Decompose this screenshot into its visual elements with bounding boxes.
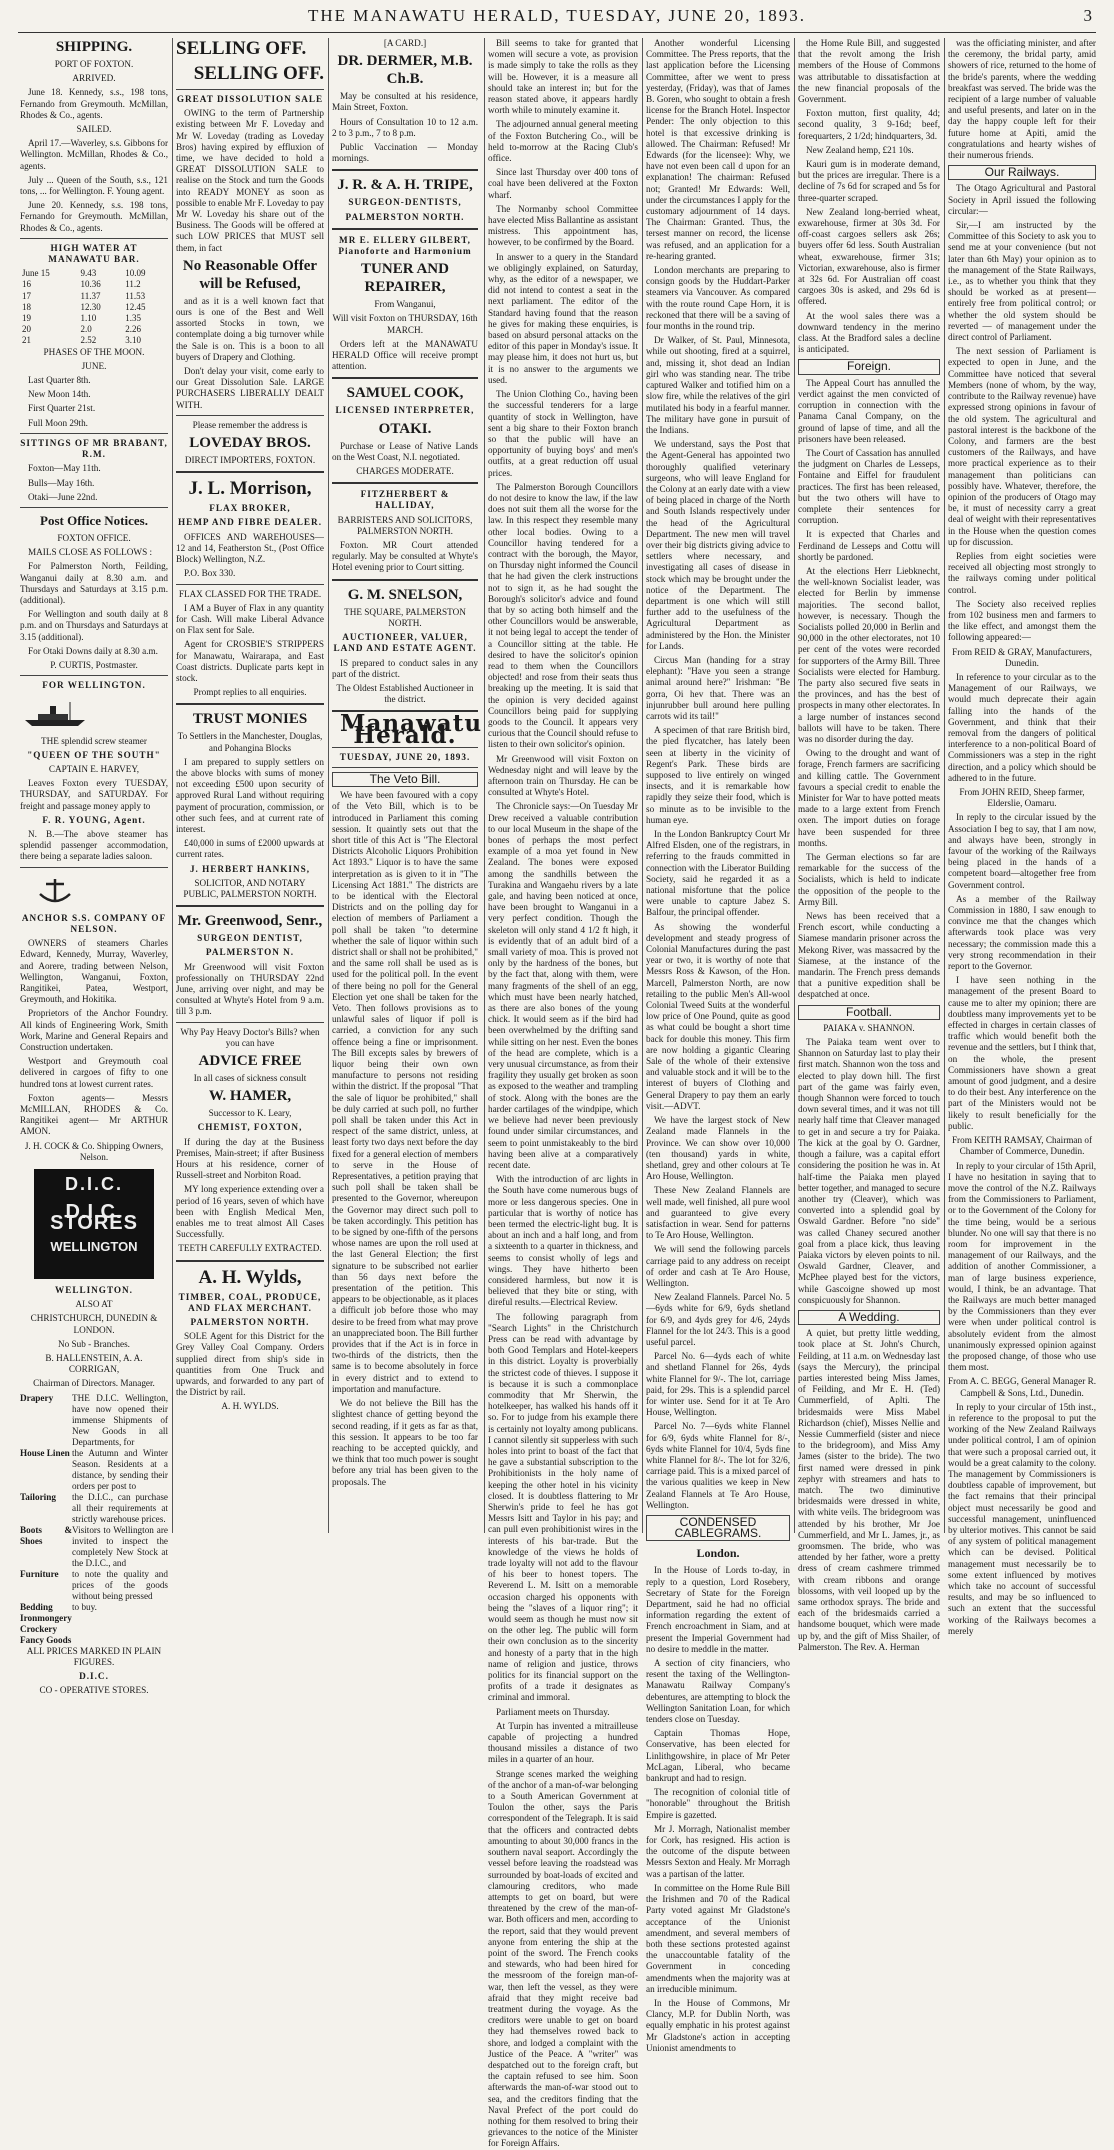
port-heading: PORT OF FOXTON.: [54, 59, 134, 69]
trust-monies-heading: TRUST MONIES: [192, 711, 308, 728]
veto-article: We do not believe the Bill has the slightest chance of getting beyond the second reading, if it gets as far as that, this session. It appears to be too far reaching to be accepted quickly, and we think that too much power is sought before any trial has been given to the proposals. The: [332, 1398, 478, 1487]
masthead-rule: [18, 32, 1096, 33]
fitzherbert-text: Foxton. MR Court attended regularly. May be consulted at Whyte's Hotel evening prior to Court sitting.: [332, 540, 478, 573]
cook-title: LICENSED INTERPRETER,: [335, 405, 475, 416]
news-paragraph: Circus Man (handing for a stray elephant): "Have you seen a strange animal around here?" Irishman: "Be gorra, Oi hev that. There was an injunrubber bull around here pulling carrots wid its tail!": [646, 654, 790, 721]
news-paragraph: The Normanby school Committee have elected Miss Ballantine as assistant mistress. This appointment has, however, to be confirmed by the Board.: [488, 203, 638, 248]
page-number: 3: [1083, 6, 1094, 25]
sale-text: OWING to the term of Partnership existing between Mr F. Loveday and Mr W. Loveday (trading as Loveday Bros) having expired by effluxion of time, we have decided to hold a GREAT DISSOLUTION SALE to realise on the Stock and turn the Goods into READY MONEY as soon as possible to enable Mr F. Loveday to pay Mr W. Loveday his share out of the Business. The Goods will be offered at such LOW PRICES that MUST sell them, in fact: [176, 108, 324, 253]
tide-row: [20, 324, 168, 335]
trust-text: I am prepared to supply settlers on the above blocks with sums of money not exceeding £500 upon security of approved Rural Land without requiring payment of procuration, commission, or other such fees, and at current rate of interest.: [176, 756, 324, 834]
market-paragraph: Kauri gum is in moderate demand, but the prices are irregular. There is a decline of 7s 6d for scraped and 5s for three-quarter scraped.: [798, 159, 940, 203]
tide-cell: 2.52: [80, 335, 97, 346]
dic-footer: ALL PRICES MARKED IN PLAIN FIGURES.: [26, 1645, 162, 1667]
dic-nosub: No Sub - Branches.: [58, 1338, 130, 1349]
foreign-paragraph: News has been received that a French escort, while conducting a Siamese mandarin prisoner across the Mekong River, was massacred by the Siamese, at the instance of the mandarin. The French press demands that a punitive expedition shall be despatched at once.: [798, 911, 940, 1000]
post-notice: For Palmerston North, Feilding, Wanganui daily at 8.30 a.m. and Thursdays and Saturdays at 3.15 p.m. (additional).: [20, 561, 168, 605]
anchor-heading: ANCHOR S.S. COMPANY OF NELSON.: [21, 912, 167, 934]
herald-nameplate: Manawatu Herald.: [340, 710, 483, 749]
dermer-text: Public Vaccination — Monday mornings.: [332, 142, 478, 164]
dic-department-name: Ironmongery: [20, 1612, 72, 1623]
news-paragraph: These New Zealand Flannels are well made, well finished, all pure wool and guaranteed to give every satisfaction in wear. Send for patterns to Te Aro House, Wellington.: [646, 1185, 790, 1241]
selling-off-heading: SELLING OFF.: [193, 63, 324, 84]
gilbert-from: From Wanganui,: [374, 299, 436, 310]
railways-source: From KEITH RAMSAY, Chairman of Chamber of Commerce, Dunedin.: [951, 1135, 1093, 1157]
news-paragraph: As showing the wonderful development and steady progress of Colonial Manufactures during the past year or two, it is worthy of note that Messrs Ross & Kawson, of the Hon. Marcell, Palmerston North, are now retailing to the public Men's All-wool Colonial Tweed Suits at the wonderful low price of One Pound, quite as good as what could be bought a short time back for double this money. This firm are now holding a gigantic Clearing Sale of the whole of their extensive and valuable stock and it will be to the interest of buyers of Clothing and General Drapery to pay them an early visit.—ADVT.: [646, 921, 790, 1111]
moon-month: JUNE.: [81, 360, 107, 371]
fitzherbert-name: FITZHERBERT & HALLIDAY,: [360, 489, 450, 511]
loveday-name: LOVEDAY BROS.: [189, 435, 311, 452]
captain: CAPTAIN E. HARVEY,: [48, 763, 140, 774]
sailing-notice: July ... Queen of the South, s.s., 121 tons, ... for Wellington. F. Young agent.: [20, 174, 168, 197]
sale-text: Don't delay your visit, come early to our Great Dissolution Sale. LARGE PURCHASERS LIBERALLY DEALT WITH.: [176, 366, 324, 410]
cable-paragraph: A section of city financiers, who resent the taxing of the Wellington-Manawatu Railway Company's debentures, are attempting to block the Wellington Sanitation Loan, for which tenders close on Tuesday.: [646, 1658, 790, 1725]
wedding-report: A quiet, but pretty little wedding, took place at St. John's Church, Feilding, at 11 a.m. on Wednesday last (says the Mercury), the principal parties interested being Miss James, of Feilding, and Mr E. H. (Ted) Cummerfield, of Aplti. The bridesmaids were Miss Mabel Richardson (chief), Misses Nellie and Nessie Cummerfield (sister and niece to the bridegroom), and Miss Amy James (sister to the bride). The two first named were dressed in pink zephyr with streamers and hats to match. The two diminutive bridesmaids were dressed in white, with white veils. The bridegroom was attended by his brother, Mr Joe Cummerfield, and Mr L. James, jr., as groomsmen. The bride, who was attended by her father, wore a pretty dress of cream cashmere trimmed with cream ribbons and orange blossoms, with veil looped up by the same orthodox sprays. The bride and each of the bridesmaids carried a handsome bouquet, which were made up by, and the gift of Miss Shailer, of Palmerston. The Rev. A. Herman: [798, 1328, 940, 1652]
dic-department-row: [20, 1635, 168, 1646]
news-paragraph: We understand, says the Post that the Agent-General has appointed two thoroughly qualified veterinary surgeons, who will leave England for the Colony at an early date with a view of being placed in charge of the North and South Islands respectively under the head of the Agricultural Department. The new men will travel over their big districts giving advice to settlers where necessary, and investigating all cases of disease in stock which may be brought under the notice of the Department. The department is one which will still further add to the usefulness of the Agricultural Department as administered by the Hon. the Minister for Lands.: [646, 439, 790, 651]
tripe-name: J. R. & A. H. TRIPE,: [337, 177, 473, 194]
dic-department-name: House Linen: [20, 1447, 70, 1458]
gilbert-text: Orders left at the MANAWATU HERALD Office will receive prompt attention.: [332, 338, 478, 372]
railways-source: From REID & GRAY, Manufacturers, Dunedin.: [952, 646, 1092, 668]
wylds-title: TIMBER, COAL, PRODUCE, AND FLAX MERCHANT.: [178, 1291, 322, 1313]
dic-logo-text: D.I.C.: [64, 1174, 123, 1195]
column-rule: [794, 38, 795, 1533]
remember-text: Please remember the address is: [192, 419, 308, 430]
dic-footer: D.I.C.: [79, 1671, 109, 1682]
railways-paragraph: The next session of Parliament is expected to open in June, and the Committee have noticed that several Members (none of whom, by the way, contribute to the Railway revenue) have expressed strong opinions in favour of the old system. The agricultural and pastoral interest is the backbone of the Colony, and farmers are the best customers of the Railways, and have more practical experience as to their management than politicians can possibly have. Whatever, therefore, the opinion of the producers of Otago may be, it must of necessity carry a great deal of weight with their representatives in the House when the question comes up for discussion.: [948, 346, 1096, 547]
hamer-text: If during the day at the Business Premises, Main-street; if after Business Hours at his residence, corner of Russell-street and Norbiton Road.: [176, 1136, 324, 1181]
cablegrams-place: London.: [696, 1546, 740, 1561]
news-paragraph: At Turpin has invented a mitrailleuse capable of projecting a hundred thousand missiles a distance of two miles in a quarter of an hour.: [488, 1720, 638, 1765]
moon-phase: New Moon 14th.: [28, 389, 91, 400]
sittings-heading: SITTINGS OF MR BRABANT, R.M.: [20, 437, 168, 460]
dic-department-text: the D.I.C., can purchase all their requirements at strictly warehouse prices.: [72, 1491, 168, 1524]
tide-cell: 12.45: [125, 301, 146, 312]
tide-heading: HIGH WATER AT MANAWATU BAR.: [48, 242, 140, 265]
market-paragraph: Foxton mutton, first quality, 4d; second quality, 3 9-16d; beef, forequarters, 2 1/2d; hindquarters, 3d.: [798, 108, 940, 141]
cablegrams-heading: CONDENSED CABLEGRAMS.: [646, 1515, 790, 1541]
flax-text: Agent for CROSBIE'S STRIPPERS for Manawatu, Wairarapa, and East Coast districts. Duplicate parts kept in stock.: [176, 639, 324, 683]
gilbert-title: TUNER AND REPAIRER,: [361, 261, 449, 296]
selling-off-heading: SELLING OFF.: [176, 38, 307, 59]
news-paragraph: Since last Thursday over 400 tons of coal have been delivered at the Foxton wharf.: [488, 167, 638, 200]
wellington-text: N. B.—The above steamer has splendid passenger accommodation, there being a separate ladies saloon.: [20, 828, 168, 862]
railways-paragraph: In reply to your circular of 15th inst., in reference to the proposal to put the working of the New Zealand Railways under political control, I am of opinion that were such a proposal carried out, it would be a great calamity to the colony. The management by Commissioners is doubtless capable of improvement, but the fact remains that their principal object must necessarily be good and successful management, uninfluenced by ulterior motives. This cannot be said of any system of political management which can be devised. Political management must necessarily be to some extent influenced by motives which take no account of successful results, and may be so influenced to such an extent that the successful working of the Railways becomes a merely: [948, 1401, 1096, 1636]
issue-date: TUESDAY, JUNE 20, 1893.: [339, 751, 471, 762]
foreign-paragraph: At the elections Herr Liebknecht, the well-known Socialist leader, was elected for Berlin by immense majorities. The second ballot, however, is necessary. Though the Socialists polled 20,000 in Berlin and 90,000 in the other electorates, not 10 per cent of the votes were recorded for supporters of the Army Bill. Three Socialists were elected for Hamburg. The party also secured five seats in the provinces, and has the best of prospects in many other electorates. In a large number of instances second ballots will have to be taken. There was no disorder during the day.: [798, 565, 940, 744]
veto-article: We have been favoured with a copy of the Veto Bill, which is to be introduced in Parliament this coming session. It quaintly sets out that the short title of this Act is "The Electoral Districts Alcoholic Liquors Prohibition Act 1893." Liquor is to have the same interpretation as is given to it in "The Licensing Act 1881." The districts are to be identical with the Electoral Districts and on the polling day for election of members of Parliament a poll shall be taken "to determine whether the sale of liquor within such district shall or shall not be prohibited," and the same roll shall be used as is used for the political poll. In the event of there being no poll for the General Election yet one shall be taken for the Veto. Then follows provisions as to unlawful sales of liquor if poll is carried, a conviction for any such offence being a fine or imprisonment. The Bill excepts sales by brewers of liquor being their own own manufacture to persons not residing within the district. If the proposal "That the sale of liquor be prohibited," shall be duly carried at such poll, no further poll shall be taken under this Act in respect of the same district, unless, at least forty two days next before the day fixed for a general election of members to serve in the House of Representatives, a petition praying that such poll shall be taken shall be presented to the Governor, whereupon the Governor may direct such poll to be taken accordingly. This petition has to be signed by one-fifth of the persons whose names are upon the roll used at the last General Election; the first signature to be subscribed not earlier than 56 days next before the presentation of the petition. This appears to be objectionable, as it places a difficult job before those who may desire to be freed from what may prove an unappreciated boon. The Bill further provides that if the Act is in force in two-thirds of the districts, then the same is to become absolutely in force in every district and to extend to importation and manufacture.: [332, 790, 478, 1394]
wellington-heading: FOR WELLINGTON.: [42, 680, 146, 691]
foreign-paragraph: It is expected that Charles and Ferdinand de Lesseps and Cottu will shortly be pardoned.: [798, 529, 940, 562]
foreign-paragraph: The Court of Cassation has annulled the judgment on Charles de Lesseps, Fontaine and Eiffel for fraudulent practices. The first has been released, but the two others will have to complete their sentences for corruption.: [798, 447, 940, 526]
news-paragraph: Parliament meets on Thursday.: [496, 1706, 610, 1717]
masthead-title: THE MANAWATU HERALD, TUESDAY, JUNE 20, 1893.: [307, 6, 807, 25]
wylds-signature: A. H. WYLDS.: [221, 1401, 279, 1412]
teeth-text: TEETH CAREFULLY EXTRACTED.: [178, 1243, 322, 1254]
dic-department-text: to buy.: [72, 1601, 97, 1612]
postmaster: P. CURTIS, Postmaster.: [50, 659, 138, 670]
morrison-name: J. L. Morrison,: [188, 478, 312, 500]
greenwood-name: Mr. Greenwood, Senr.,: [177, 913, 323, 930]
cable-paragraph: In the House of Commons, Mr Clancy, M.P. for Dublin North, was equally emphatic in his protest against Mr Gladstone's action in accepting Unionist amendments to: [646, 1997, 790, 2053]
railways-paragraph: In reply to your circular of 15th April, I have no hesitation in saying that to move the control of the N.Z. Railways from the Commissioners to Parliament, or to the Government of the Colony for the time being, would be a serious blunder. No one will say that there is no room for improvement in the management of our Railways, and the addition of another Commissioner, a man of large business experience, would, I think, be an advantage. That the Railways are much better managed by the Commissioners than they ever were when under political control is absolutely evident from the almost unanimously expressed opinion against the proposed change, of those who use them most.: [948, 1160, 1096, 1373]
arrival-notice: June 18. Kennedy, s.s., 198 tons, Fernando from Greymouth. McMillan, Rhodes & Co., agents.: [20, 87, 168, 120]
tide-cell: 20: [22, 324, 31, 335]
railways-heading: Our Railways.: [948, 165, 1096, 180]
shipping-heading: SHIPPING.: [55, 39, 133, 55]
news-paragraph: The adjourned annual general meeting of the Foxton Butchering Co., will be held to-morrow at the Racing Club's office.: [488, 119, 638, 164]
trust-text: £40,000 in sums of £2000 upwards at current rates.: [176, 838, 324, 860]
dic-department-name: Furniture: [20, 1568, 59, 1579]
dic-department-name: Boots & Shoes: [20, 1524, 72, 1546]
column-1: [20, 38, 168, 1696]
cable-paragraph: Mr J. Morragh, Nationalist member for Cork, has resigned. His action is the outcome of the dispute between Messrs Sexton and Healy. Mr Morragh was a partisan of the latter.: [646, 1823, 790, 1879]
tide-cell: 16: [22, 279, 31, 290]
sitting-item: Foxton—May 11th.: [28, 463, 101, 474]
news-paragraph: In answer to a query in the Standard we obligingly explained, on Saturday, why, as the editor of a newspaper, we did not intend to contest a seat in the next parliament. The editor of the Standard having found that the reason he gives for making these enquiries, is based on absurd personal attacks on the editor of this paper in Monday's issue. It may please him, it does not hurt us, but it is no answer to the arguments we used.: [488, 251, 638, 385]
tide-row: [20, 268, 168, 279]
anchor-text: J. H. COCK & Co. Shipping Owners, Nelson.: [24, 1140, 164, 1162]
column-3: [332, 38, 483, 1533]
dic-department-text: to note the quality and prices of the goods without being pressed: [72, 1568, 168, 1601]
dic-department-row: [20, 1393, 168, 1448]
column-rule: [944, 38, 945, 1533]
hankins-title: SOLICITOR, AND NOTARY PUBLIC, PALMERSTON NORTH.: [183, 877, 317, 899]
cook-name: SAMUEL COOK,: [346, 385, 464, 402]
dic-chairman: Chairman of Directors. Manager.: [33, 1378, 155, 1389]
dic-stores-logo: [34, 1169, 154, 1279]
wellington-text: THE splendid screw steamer: [41, 735, 147, 746]
loveday-address: DIRECT IMPORTERS, FOXTON.: [184, 455, 316, 466]
column-6: [798, 38, 940, 1652]
tide-row: [20, 302, 168, 313]
cook-charges: CHARGES MODERATE.: [356, 466, 454, 477]
tide-cell: 10.09: [125, 268, 146, 279]
gilbert-name: MR E. ELLERY GILBERT, Pianoforte and Harmonium: [338, 234, 472, 257]
tide-cell: 10.36: [80, 279, 101, 290]
advice-text: In all cases of sickness consult: [193, 1073, 307, 1083]
no-reasonable-offer: No Reasonable Offer will be Refused,: [182, 257, 318, 292]
cook-text: Purchase or Lease of Native Lands on the West Coast, N.I. negotiated.: [332, 440, 478, 462]
dic-department-text: [72, 1613, 168, 1624]
column-4: [488, 38, 638, 2149]
news-paragraph: The Union Clothing Co., having been the successful tenderers for a large quantity of stock in Wellington, have sent a big share to their Foxton branch so that the public will have an opportunity of buying boys' and men's outfits, at a great reduction off usual prices.: [488, 389, 638, 478]
tide-row: [20, 279, 168, 290]
dic-department-text: [72, 1624, 168, 1635]
anchor-text: Proprietors of the Anchor Foundry. All kinds of Engineering Work, Smith Work, Marine and General Repairs and Construction undertaken.: [20, 1008, 168, 1053]
moon-phase: Full Moon 29th.: [28, 417, 88, 428]
tide-row: [20, 335, 168, 346]
tide-cell: 18: [22, 301, 31, 312]
foreign-paragraph: The Appeal Court has annulled the verdict against the men convicted of corruption in connection with the Panama Canal Company, on the ground of lapse of time, and all the prisoners have been released.: [798, 377, 940, 444]
anchor-icon: [20, 876, 90, 906]
card-label: [A CARD.]: [383, 38, 427, 48]
sailed-label: SAILED.: [76, 124, 112, 135]
dic-logo-text: D.I.C. STORES: [50, 1201, 138, 1235]
greenwood-text: Mr Greenwood will visit Foxton professionally on THURSDAY 22nd June, arriving over night, and may be consulted at Whyte's Hotel from 9 a.m. till 3 p.m.: [176, 961, 324, 1017]
news-paragraph: A specimen of that rare British bird, the pied flycatcher, has lately been seen at liberty in the vicinity of Regent's Park. These birds are supposed to live entirely on winged insects, and it is remarkable how rapidly they seize their food, which is so minute as to be invisible to the human eye.: [646, 725, 790, 825]
railways-paragraph: I have seen nothing in the management of the present Board to cause me to alter my opinion; there are doubtless many improvements yet to be effected in charges in certain classes of traffic which would benefit both the revenue and the settlers, but I think that, on the whole, the present Commissioners have shown a great amount of good judgment, and a desire to do their best. Any interference on the part of the Ministers would not be likely to result beneficially for the public.: [948, 975, 1096, 1131]
anchor-text: Westport and Greymouth coal delivered in cargoes of fifty to one hundred tons at lowest current rates.: [20, 1056, 168, 1089]
railways-source: From A. C. BEGG, General Manager R. Campbell & Sons, Ltd., Dunedin.: [948, 1376, 1096, 1398]
post-notice: For Wellington and south daily at 8 p.m. and on Thursdays and Saturdays at 3.15 (additional).: [20, 609, 168, 642]
sitting-item: Bulls—May 16th.: [28, 477, 95, 488]
news-paragraph: London merchants are preparing to consign goods by the Huddart-Parker steamers via Vancouver. As compared with the route round Cape Horn, it is reckoned that there will be a saving of four months in the round trip.: [646, 265, 790, 332]
column-5: [646, 38, 790, 2053]
news-paragraph: New Zealand Flannels. Parcel No. 5—6yds white for 6/9, 6yds shetland for 6/9, and 4yds grey for 4/6, 24yds Flannel for the lot 24/3. This is a good useful parcel.: [646, 1292, 790, 1347]
dic-department-row: [20, 1624, 168, 1635]
tide-cell: June 15: [22, 268, 50, 279]
dic-chairman: B. HALLENSTEIN, A. A. CORRIGAN,: [45, 1353, 143, 1375]
column-rule: [484, 38, 485, 1533]
hamer-text: MY long experience extending over a period of 16 years, seven of which have been with English Medical Men, enables me to treat almost All Cases Successfully.: [176, 1184, 324, 1240]
tide-row: [20, 291, 168, 302]
snelson-title: AUCTIONEER, VALUER, LAND AND ESTATE AGENT.: [333, 632, 477, 654]
cook-town: OTAKI.: [378, 420, 432, 437]
cable-paragraph: Captain Thomas Hope, Conservative, has been elected for Linlithgowshire, in place of Mr Peter McLagan, Liberal, who became bankrupt and had to resign.: [646, 1728, 790, 1784]
morrison-title: FLAX BROKER,: [209, 503, 291, 514]
snelson-text: The Oldest Established Auctioneer in the district.: [336, 682, 474, 705]
news-paragraph: We will send the following parcels carriage paid to any address on receipt of order and cash at Te Aro House, Wellington.: [646, 1244, 790, 1288]
greenwood-town: PALMERSTON N.: [205, 947, 295, 958]
dic-department-name: Bedding: [20, 1601, 53, 1612]
news-paragraph: Parcel No. 7—6yds white Flannel for 6/9, 6yds white Flannel for 8/-, 6yds white Flannel for 10/4, 5yds fine white Flannel for 8/-. The lot for 32/6, carriage paid. This is a mixed parcel of the various qualities we keep in New Zealand Flannels at Te Aro House, Wellington.: [646, 1421, 790, 1510]
news-paragraph: Another wonderful Licensing Committee. The Press reports, that the last application before the Licensing Committee, after we went to press yesterday, (Friday), was that of James B. Goren, who sought to obtain a fresh license for the Branch Hotel. Inspector Pender: The only objection to this hotel is that excessive drinking is allowed. The Chairman: Refused! Mr Edwards (for the licensee): Why, we have not even been call d upon for an explanation! The chairman: Refused not; Granted! Mr Edwards: Well, under the circumstances I apply for the customary adjournment of 14 days. The Chairman: Granted. Thus, the tersest manner on record, the license was refused, and an application for a re-hearing granted.: [646, 38, 790, 261]
snelson-address: THE SQUARE, PALMERSTON NORTH.: [344, 606, 466, 628]
hankins-name: J. HERBERT HANKINS,: [189, 863, 311, 874]
foreign-paragraph: Owing to the drought and want of forage, French farmers are sacrificing and killing cattle. The Government favours a special credit to enable the Minister for War to have potted meats made to a large extent from French oxen. The import duties on forage have been suspended for three months.: [798, 748, 940, 848]
flax-text: Prompt replies to all enquiries.: [193, 687, 307, 698]
tide-cell: 3.10: [125, 335, 142, 346]
market-paragraph: At the wool sales there was a downward tendency in the merino class. At the Bradford sales a decline is anticipated.: [798, 310, 940, 355]
tide-table: [20, 268, 168, 346]
football-sub: PAIAKA v. SHANNON.: [823, 1022, 915, 1033]
cable-paragraph: the Home Rule Bill, and suggested that the revolt among the Irish members of the House of Commons was attributable to dissatisfaction at the new financial proposals of the Government.: [798, 38, 940, 105]
cable-paragraph: In the House of Lords to-day, in reply to a question, Lord Rosebery, Secretary of State for the Foreign Department, said he had no official information regarding the extent of French encroachment in Siam, and at present the Imperial Government had no desire to meddle in the matter.: [646, 1565, 790, 1654]
column-rule: [328, 38, 329, 1533]
post-notice: MAILS CLOSE AS FOLLOWS :: [28, 547, 153, 558]
tide-cell: 11.53: [125, 290, 146, 301]
gilbert-visit: Will visit Foxton on THURSDAY, 16th MARCH.: [332, 313, 478, 335]
hamer-name: W. HAMER,: [208, 1088, 292, 1105]
greenwood-title: SURGEON DENTIST,: [197, 933, 303, 944]
sailing-notice: April 17.—Waverley, s.s. Gibbons for Wellington. McMillan, Rhodes & Co., agents.: [20, 138, 168, 171]
news-paragraph: We have the largest stock of New Zealand made Flannels in the Province. We can show over 10,000 (ten thousand) yards in white, shetland, grey and other colours at Te Aro House, Wellington.: [646, 1115, 790, 1182]
column-rule: [172, 38, 173, 1533]
railways-paragraph: Replies from eight societies were received all objecting most strongly to the railways coming under political control.: [948, 550, 1096, 595]
column-2: [176, 38, 324, 1533]
tide-row: [20, 313, 168, 324]
column-rule: [642, 38, 643, 1533]
news-paragraph: Mr Greenwood will visit Foxton on Wednesday night and will leave by the afternoon train on Thursday. He can be consulted at Whyte's Hotel.: [488, 753, 638, 798]
morrison-address: OFFICES AND WAREHOUSES— 12 and 14, Featherston St., (Post Office Block) Wellington, N.Z.: [176, 531, 324, 565]
news-paragraph: Bill seems to take for granted that women will secure a vote, as provision is made simply to take the rolls as they will be. However, it is a measure all should take an interest in; but for the reason stated above, it appears hardly worth while to minutely examine it.: [488, 38, 638, 116]
morrison-pobox: P.O. Box 330.: [184, 568, 236, 579]
anchor-text: Foxton agents— Messrs McMILLAN, RHODES & Co. Rangitikei agent— Mr ARTHUR AMON.: [20, 1092, 168, 1137]
cable-paragraph: The recognition of colonial title of "honorable" throughout the British Empire is gazetted.: [646, 1787, 790, 1820]
dic-cities: CHRISTCHURCH, DUNEDIN & LONDON.: [30, 1313, 158, 1335]
railways-paragraph: The Otago Agricultural and Pastoral Society in April issued the following circular:—: [948, 183, 1096, 216]
tripe-title: SURGEON-DENTISTS,: [348, 197, 462, 208]
dic-also: ALSO AT: [75, 1299, 113, 1310]
dic-department-text: THE D.I.C. Wellington, have now opened their immense Shipments of New Goods in all Departments, for: [72, 1392, 168, 1447]
dic-department-row: [20, 1613, 168, 1624]
cable-paragraph: In committee on the Home Rule Bill the Irishmen and 70 of the Radical Party voted against Mr Gladstone's acceptance of the Unionist amendment, and several members of both these sections protested against the unaccountable fatality of the Government in conceding amendments when the majority was at an irreducible minimum.: [646, 1882, 790, 1994]
advice-free: ADVICE FREE: [198, 1053, 302, 1069]
heavy-bills: Why Pay Heavy Doctor's Bills? when you can have: [180, 1026, 320, 1048]
dic-department-name: Crockery: [20, 1623, 58, 1634]
news-paragraph: In the London Bankruptcy Court Mr Alfred Elsden, one of the registrars, in referring to the frauds committed in connection with the Liberator Building Society, said he regarded it as a national misfortune that the police were unable to capture Jabez S. Balfour, the principal offender.: [646, 829, 790, 918]
snelson-name: G. M. SNELSON,: [347, 586, 463, 603]
dic-department-list: [20, 1393, 168, 1646]
wedding-heading: A Wedding.: [798, 1310, 940, 1325]
dermer-text: May be consulted at his residence, Main Street, Foxton.: [332, 91, 478, 113]
hamer-title: CHEMIST, FOXTON,: [197, 1122, 303, 1133]
veto-heading: The Veto Bill.: [332, 772, 478, 787]
hamer-successor: Successor to K. Leary,: [208, 1108, 292, 1119]
news-paragraph: Dr Walker, of St. Paul, Minnesota, while out shooting, fired at a squirrel, and, missing it, shot dead an Indian girl who was standing near. The tribe captured Walker and totified him on a slow fire, while the relatives of the girl mutilated his body in a fearful manner. The military have gone in pursuit of the Indians.: [646, 335, 790, 435]
moon-phase: Last Quarter 8th.: [28, 375, 91, 386]
dic-department-name: Tailoring: [20, 1491, 56, 1502]
steamer-icon: [20, 698, 90, 728]
foreign-paragraph: The German elections so far are remarkable for the success of the Socialists, which is held to indicate the opposition of the people to the Army Bill.: [798, 852, 940, 907]
dic-footer: CO - OPERATIVE STORES.: [39, 1685, 149, 1696]
tide-cell: 11.2: [125, 279, 141, 290]
post-office-heading: Post Office Notices.: [40, 512, 148, 528]
sitting-item: Otaki—June 22nd.: [28, 491, 98, 502]
wylds-name: A. H. Wylds,: [198, 1266, 302, 1288]
tide-cell: 1.35: [125, 313, 142, 324]
news-paragraph: With the introduction of arc lights in the South have come numerous bugs of more or less dangerous species. One in particular that is worthy of notice has been termed the electric-light bug. It is about an inch and a half long, and from a sixteenth to a quarter in thickness, and seems to consist wholly of legs and wings. They have hitherto been considered harmless, but now it is believed that they bite or sting, with direful results.—Electrical Review.: [488, 1174, 638, 1308]
railways-paragraph: As a member of the Railway Commission in 1880, I saw enough to convince me that the changes which afterwards took place was very necessary; the commission made this a very strong recommendation in their report to the Governor.: [948, 893, 1096, 972]
tide-cell: 12.30: [80, 301, 101, 312]
column-7: [948, 38, 1096, 1636]
dic-department-row: [20, 1448, 168, 1492]
dermer-name: DR. DERMER, M.B. Ch.B.: [337, 53, 473, 88]
post-notice: For Otaki Downs daily at 8.30 a.m.: [28, 645, 158, 656]
tide-cell: 11.37: [80, 290, 101, 301]
snelson-text: IS prepared to conduct sales in any part of the district.: [332, 657, 478, 679]
market-paragraph: New Zealand long-berried wheat, exwarehouse, firmer at 30s 3d. For off-coast cargoes sellers ask 26s; buyers offer 6d less. South Australian wheat, exwarehouse, firmer 31s; Victorian, exwarehouse, also is firmer at 32s 6d. For Australian off coast cargoes 30s is asked, and 29s 6d is offered.: [798, 206, 940, 307]
masthead: [0, 6, 1114, 32]
dic-department-row: [20, 1569, 168, 1602]
dic-department-row: [20, 1492, 168, 1525]
moon-phase: First Quarter 21st.: [28, 403, 96, 414]
dic-department-row: [20, 1602, 168, 1613]
tide-cell: 17: [22, 290, 31, 301]
trust-text: To Settlers in the Manchester, Douglas, and Pohangina Blocks: [177, 731, 323, 753]
news-paragraph: The Chronicle says:—On Tuesday Mr Drew received a valuable contribution to our local Museum in the shape of the bones of perhaps the most perfect example of a moa yet found in New Zealand. The bones were exposed among the sandhills between the Turakina and Wangaehu rivers by a late gale, and having been noticed at once, have been brought to Wanganui in a very perfect condition. Though the skeleton will only stand 4 1/2 ft high, it is evidently that of an adult bird of a small variety of moa. This is proved not only by the hardness of the bones, but by the fact that, along with them, were many fragments of the shell of an egg, which must have been nearly hatched, as there are also bones of the young chick. It would seem as if the bird had been overwhelmed by the drifting sand while sitting on her nest. Even the bones of the head are complete, which is a very unusual circumstance, as from their fragility they usually get broken as soon as exposed to the weather and trampling of stock. Along with the bones are the harder cartilages of the windpipe, which we believe had never been previously found under similar circumstances, and seem to point unmistakeably to the bird having been alive at a comparatively recent date.: [488, 801, 638, 1170]
dic-department-text: [72, 1635, 168, 1646]
dic-logo-text: WELLINGTON: [50, 1239, 138, 1255]
wylds-text: SOLE Agent for this District for the Grey Valley Coal Company. Orders supplied direct from ship's side in quantities from One Truck and upwards, and forwarded to any part of the District by rail.: [176, 1331, 324, 1398]
tide-cell: 2.26: [125, 324, 142, 335]
football-report: The Paiaka team went over to Shannon on Saturday last to play their first match. Shannon won the toss and elected to play down hill. The first part of the game was fairly even, though Shannon were forced to touch down several times, and it was not till nearly half time that Cleaver managed to get in and secure a try for Paiaka. The kick at the goal by O. Gardner, though a failure, was a capital effort considering the position he was in. At half-time the Paiaka men played better together, and managed to secure another try (Cleaver), which was converted into a splendid goal by Oswald Gardner. Before "no side" was called Chaney secured another goal from a place kick, thus leaving Paiaka victors by eleven points to nil. Oswald Gardner, Cleaver, and McPhee played best for the victors, while Gascoigne showed up most conspicuously for Shannon.: [798, 1037, 940, 1305]
flax-text: I AM a Buyer of Flax in any quantity for Cash. Will make Liberal Advance on Flax sent for Sale.: [176, 602, 324, 636]
tide-cell: 2.0: [80, 324, 92, 335]
news-paragraph: Parcel No. 6—4yds each of white and shetland Flannel for 26s, 4yds white Flannel for 9/-. The lot, carriage paid, for 29s. This is a splendid parcel for winter use. Send for it at Te Aro House, Wellington.: [646, 1351, 790, 1418]
anchor-text: OWNERS of steamers Charles Edward, Kennedy, Murray, Waverley, and Aorere, trading between Nelson, Wellington, Wanganui, Foxton, Rangitikei, Patea, Westport, Greymouth, and Hokitika.: [20, 938, 168, 1005]
dermer-text: Hours of Consultation 10 to 12 a.m. 2 to 3 p.m., 7 to 8 p.m.: [332, 116, 478, 138]
post-office-sub: FOXTON OFFICE.: [57, 532, 131, 543]
tide-cell: 21: [22, 335, 31, 346]
railways-paragraph: The Society also received replies from 102 business men and farmers to the like effect, and amongst them the following appeared:—: [948, 598, 1096, 643]
railways-paragraph: In reference to your circular as to the Management of our Railways, we would much deprecate their again falling into the hands of the Government, and think that their removal from the dangers of political interference to a non-political Board of Commissioners was a step in the right direction, and a policy which should be adhered to in the future.: [948, 671, 1096, 783]
railways-paragraph: Sir,—I am instructed by the Committee of this Society to ask you to send me at your convenience (but not later than 6th May) your opinion as to the management of the State Railways, i.e., as to whether you think that they should be worked as at present—entirely free from political control; or whether the old system should be reverted — of management under the direct control of Parliament.: [948, 220, 1096, 343]
wellington-text: Leaves Foxton every TUESDAY, THURSDAY, and SATURDAY. For freight and passage money apply to: [20, 778, 168, 811]
dic-department-name: Drapery: [20, 1392, 54, 1403]
tide-cell: 1.10: [80, 313, 97, 324]
sale-text: and as it is a well known fact that ours is one of the Best and Well assorted Stocks in town, we contemplate doing a big turnover while the Sale is on. This is a boon to all buyers of Drapery and Clothing.: [176, 295, 324, 362]
football-heading: Football.: [798, 1005, 940, 1020]
flax-heading: FLAX CLASSED FOR THE TRADE.: [178, 588, 322, 599]
dic-department-text: the Autumn and Winter Season. Residents at a distance, by sending their orders per post to: [72, 1447, 168, 1491]
morrison-title: HEMP AND FIBRE DEALER.: [177, 517, 322, 528]
tide-cell: 9.43: [80, 268, 97, 279]
dic-place: WELLINGTON.: [55, 1285, 133, 1296]
tide-cell: 19: [22, 313, 31, 324]
market-paragraph: New Zealand hemp, £21 10s.: [806, 144, 914, 155]
railways-paragraph: In reply to the circular issued by the Association I beg to say, that I am now, and always have been, strongly in favour of the working of the Railways being placed in the hands of a competent board—altogether free from Government control.: [948, 812, 1096, 890]
news-paragraph: Strange scenes marked the weighing of the anchor of a man-of-war belonging to a South American Government at Toulon the other, says the Paris correspondent of the Telegraph. It is said that the officers and contracted debts amounting to about 30,000 francs in the southern naval seaport. Accordingly the vessel before leaving the roadstead was surrounded by boat-loads of excited and clamouring creditors, who made attempts to get on board, but were threatened by the crew of the man-of-war. Both officers and men, according to the report, said that they would prevent anyone from entering the ship at the point of the sword. The French cooks and stewards, who had been hired for the messroom of the foreign man-of-war, then left the vessel, as they were afraid that they might receive bad treatment during the voyage. As the creditors were unable to get on board they had themselves rowed back to shore, and lodged a complaint with the Justice of the Peace. A "writer" was despatched out to the foreign craft, but the captain refused to see him. Soon afterwards the man-of-war stood out to sea, and the creditors finding that the Naval Prefect of the port could do nothing for them resolved to bring their grievances to the notice of the Minister for Foreign Affairs.: [488, 1768, 638, 2149]
sale-heading: GREAT DISSOLUTION SALE: [176, 94, 324, 104]
railways-source: From JOHN REID, Sheep farmer, Elderslie, Oamaru.: [959, 787, 1085, 809]
tripe-town: PALMERSTON NORTH.: [345, 211, 465, 222]
dic-department-text: Visitors to Wellington are invited to inspect the completely New Stock at the D.I.C., and: [72, 1524, 168, 1568]
foreign-heading: Foreign.: [798, 359, 940, 374]
dic-department-name: Fancy Goods: [20, 1634, 72, 1645]
wylds-town: PALMERSTON NORTH.: [190, 1317, 310, 1328]
news-paragraph: The Palmerston Borough Councillors do not desire to know the law, if the law does not suit them all the worse for the law. In this respect they resemble many other local bodies. Owing to a Councillor having tendered for a contract with the borough, the Mayor, on Thursday night informed the Council that he had given the clerk instructions not to sign it, as he had sought the Borough's solicitor's advice and found that by so acting both himself and the other Councillors would be answerable, it not being legal to accept the tender of a Councillor sitting at the table. He desired to have the solicitor's opinion read to them when the Councillors objected! and rose from their seats thus breaking up the meeting. It is said that the opinion is very decided against Councillors being paid for supplying goods to the Council. It appears very curious that the Council should refuse to listen to their own solicitor's opinion.: [488, 481, 638, 750]
news-paragraph: The following paragraph from "Search Lights" in the Christchurch Press can be read with advantage by both Good Templars and Hotel-keepers in this district. Loyalty is proverbially the strictest code of thieves. I suppose it is because it is such a commonplace commodity that Mr Sherwin, the hotelkeeper, has walked his hands off it so. For to judge from his example there is certainly not loyalty among publicans. I cannot silently sit supperless with such holes into print to boast of the fact that he gave a substantial subscription to the Prohibitionists in the holy name of keeping the other hotel in his vicinity closed. It is doubtless flattering to Mr Sherwin's pride to feel he has got Messrs Isitt and Taylor in his pay; and can pull even prohibitionist wires in the interests of his bar-trade. But the knowledge of the views he holds of trade loyalty will not add to the flavour of his beer to honest topers. The Reverend L. M. Isitt on a memorable occasion charged his opponents with being the "slaves of a liquor ring"; it would seem as though he must now sit on the other leg. The public will form their own conclusion as to the sincerity and honesty of a party that in the high name of religion and justice, throws politics for its financial support on the profits of a trade it designates as criminal and immoral.: [488, 1311, 638, 1703]
fitzherbert-title: BARRISTERS AND SOLICITORS, PALMERSTON NORTH.: [337, 514, 473, 536]
steamer-name: "QUEEN OF THE SOUTH": [27, 749, 161, 760]
agent-name: F. R. YOUNG, Agent.: [42, 814, 146, 825]
arrived-label: ARRIVED.: [72, 73, 116, 84]
dic-department-row: [20, 1525, 168, 1569]
moon-heading: PHASES OF THE MOON.: [43, 346, 145, 357]
wedding-report: was the officiating minister, and after the ceremony, the bridal party, amid showers of rice, returned to the home of the bride's parents, where the wedding breakfast was served. The bride was the recipient of a large number of valuable and useful presents, and later on in the day the happy couple left for their future home at Apiti, amid the congratulations and hearty wishes of their numerous friends.: [948, 38, 1096, 161]
sailing-notice: June 20. Kennedy, s.s. 198 tons, Fernando for Greymouth. McMillan, Rhodes & Co., agents.: [20, 200, 168, 233]
